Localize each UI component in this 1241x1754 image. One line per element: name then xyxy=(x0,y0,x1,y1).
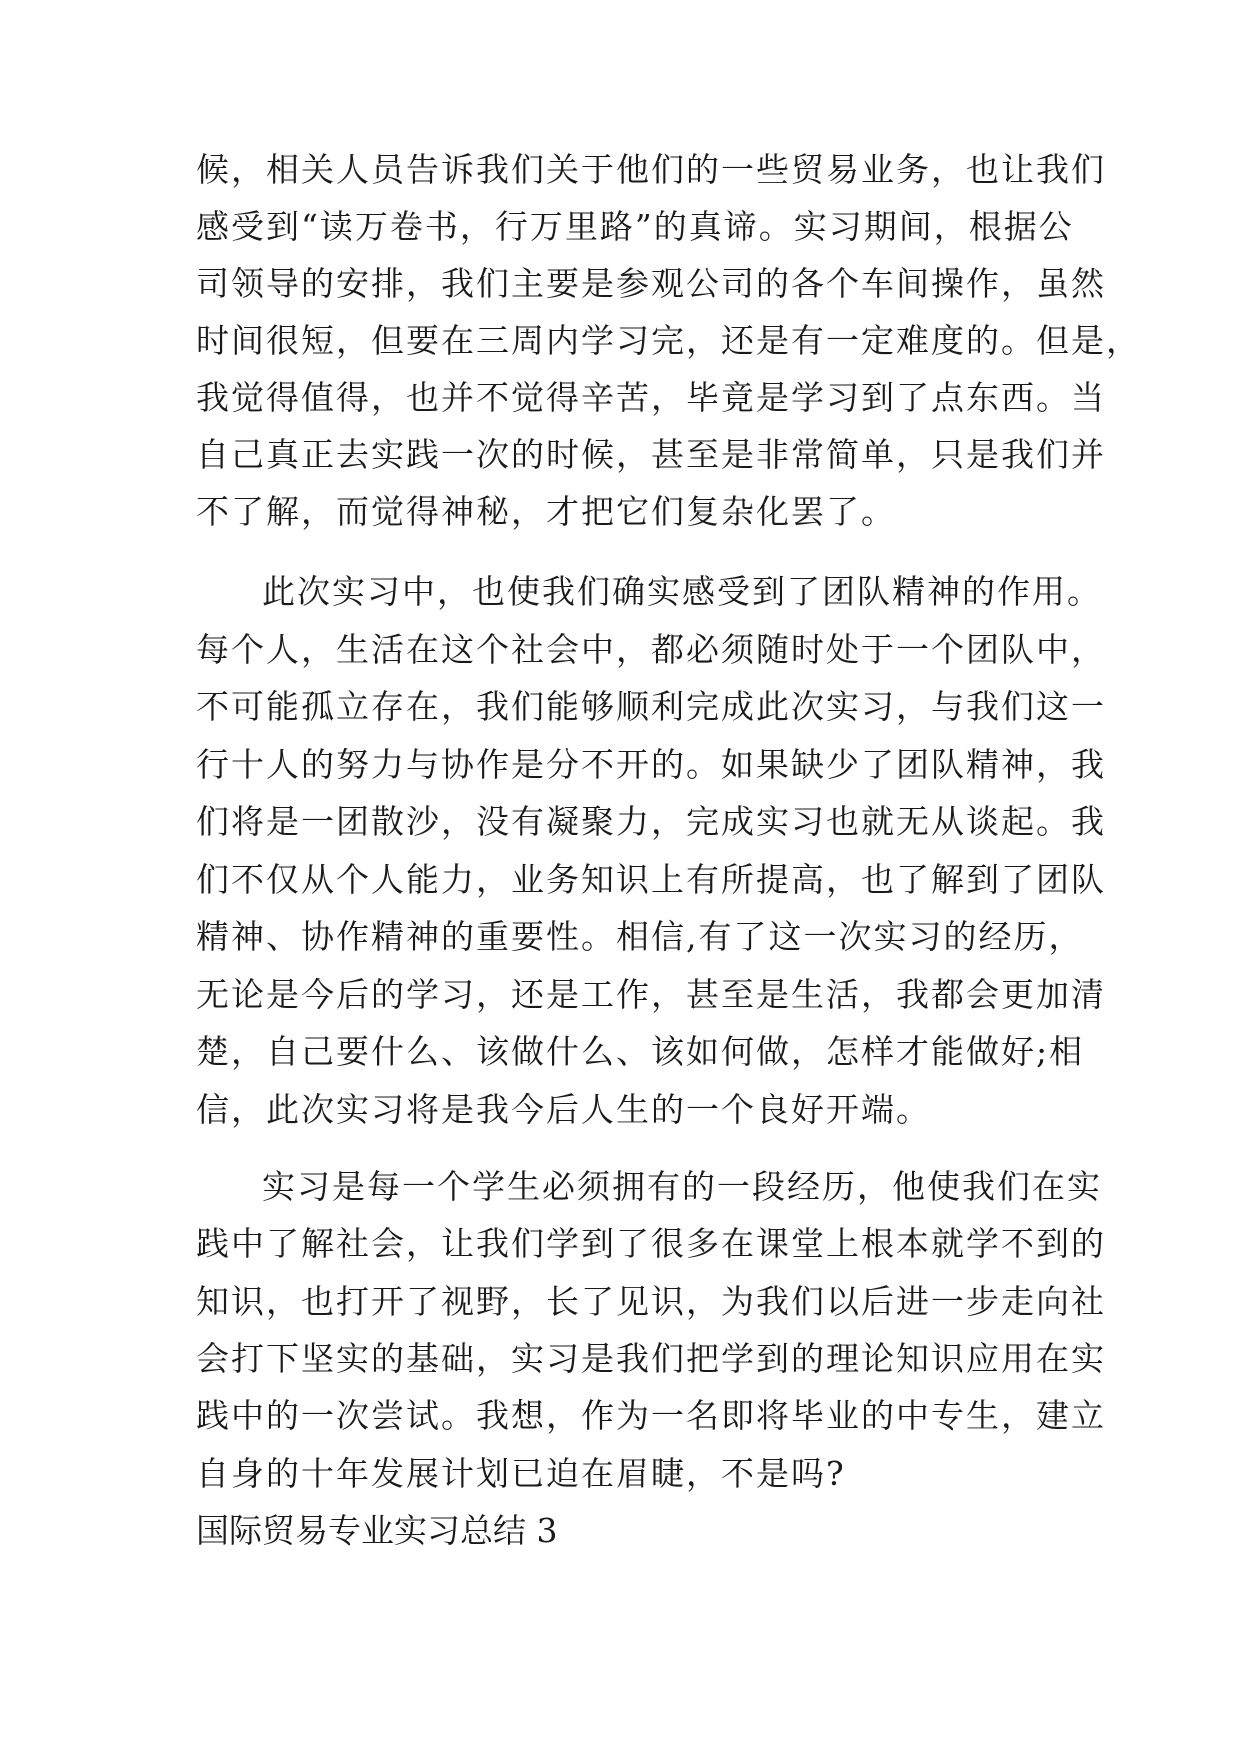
paragraph-3-line-5: 践中的一次尝试。我想，作为一名即将毕业的中专生，建立 xyxy=(196,1396,1106,1435)
paragraph-3-line-4: 会打下坚实的基础，实习是我们把学到的理论知识应用在实 xyxy=(196,1339,1106,1378)
paragraph-2-line-2: 每个人，生活在这个社会中，都必须随时处于一个团队中， xyxy=(196,630,1106,669)
paragraph-1-line-7: 不了解，而觉得神秘，才把它们复杂化罢了。 xyxy=(196,492,896,531)
paragraph-1-line-5: 我觉得值得，也并不觉得辛苦，毕竟是学习到了点东西。当 xyxy=(196,378,1106,417)
paragraph-1-line-4: 时间很短，但要在三周内学习完，还是有一定难度的。但是， xyxy=(196,321,1141,360)
paragraph-1-line-1: 候，相关人员告诉我们关于他们的一些贸易业务，也让我们 xyxy=(196,150,1106,189)
paragraph-2-line-9: 楚，自己要什么、该做什么、该如何做，怎样才能做好;相 xyxy=(196,1032,1085,1071)
paragraph-3-line-3: 知识，也打开了视野，长了见识，为我们以后进一步走向社 xyxy=(196,1282,1106,1321)
paragraph-2-line-7: 精神、协作精神的重要性。相信,有了这一次实习的经历， xyxy=(196,917,1084,956)
paragraph-2-line-1: 此次实习中，也使我们确实感受到了团队精神的作用。 xyxy=(262,572,1102,611)
paragraph-1-line-2: 感受到“读万卷书，行万里路”的真谛。实习期间，根据公 xyxy=(196,207,1074,246)
paragraph-3-line-6: 自身的十年发展计划已迫在眉睫，不是吗? xyxy=(196,1454,846,1493)
paragraph-1-line-6: 自己真正去实践一次的时候，甚至是非常简单，只是我们并 xyxy=(196,435,1106,474)
paragraph-2-line-10: 信，此次实习将是我今后人生的一个良好开端。 xyxy=(196,1090,931,1129)
paragraph-2-line-5: 们将是一团散沙，没有凝聚力，完成实习也就无从谈起。我 xyxy=(196,802,1106,841)
paragraph-3-line-2: 践中了解社会，让我们学到了很多在课堂上根本就学不到的 xyxy=(196,1224,1106,1263)
paragraph-1-line-3: 司领导的安排，我们主要是参观公司的各个车间操作，虽然 xyxy=(196,264,1106,303)
paragraph-2-line-3: 不可能孤立存在，我们能够顺利完成此次实习，与我们这一 xyxy=(196,687,1106,726)
paragraph-3-line-1: 实习是每一个学生必须拥有的一段经历，他使我们在实 xyxy=(262,1167,1102,1206)
paragraph-2-line-8: 无论是今后的学习，还是工作，甚至是生活，我都会更加清 xyxy=(196,975,1106,1014)
paragraph-2-line-6: 们不仅从个人能力，业务知识上有所提高，也了解到了团队 xyxy=(196,860,1106,899)
paragraph-2-line-4: 行十人的努力与协作是分不开的。如果缺少了团队精神，我 xyxy=(196,745,1106,784)
section-heading: 国际贸易专业实习总结 3 xyxy=(196,1511,558,1550)
